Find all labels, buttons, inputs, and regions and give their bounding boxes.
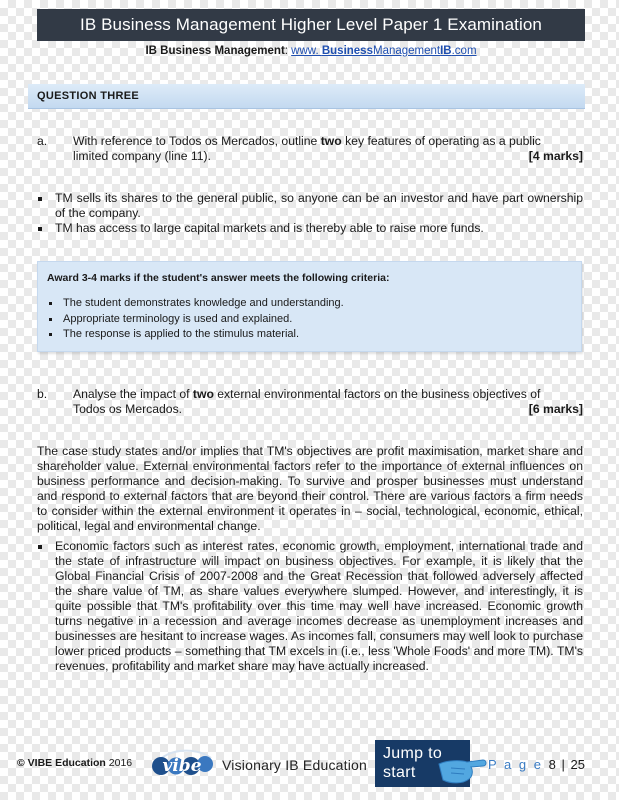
list-item <box>37 191 583 221</box>
marks-label: [4 marks] <box>528 149 583 163</box>
list-item-text: The student demonstrates knowledge and understanding. <box>63 297 344 309</box>
subtitle-label: IB Business Management <box>145 45 285 57</box>
list-item <box>37 221 583 236</box>
list-item <box>47 312 572 328</box>
question-part-b <box>37 387 583 417</box>
answer-b-list <box>37 539 583 674</box>
answer-b-paragraph: The case study states and/or implies that TM's objectives are profit maximisation, market share and shareholder value. External environmental factors refer to the importance of external influences on business performance and decision-making. To survive and prosper businesses must understand and respond to external factors that are beyond their control. There are various factors a firm needs to consider within the external environment it operates in – social, technological, economic, ethical, political, legal and environmental change. <box>37 444 583 533</box>
page-title: IB Business Management Higher Level Paper 1 Examination <box>37 9 585 41</box>
footer-brand: Visionary IB Education <box>222 757 368 773</box>
bullet-icon <box>49 302 52 305</box>
list-item <box>37 539 583 674</box>
part-b-line2: Todos os Mercados. <box>73 402 183 416</box>
bullet-icon <box>38 227 42 231</box>
list-item <box>47 327 572 343</box>
bullet-icon <box>38 545 42 549</box>
website-link[interactable] <box>291 45 476 57</box>
part-letter: a. <box>37 134 48 148</box>
vibe-logo-icon <box>149 744 215 784</box>
text-segment: With reference to Todos os Mercados, outline <box>73 134 321 148</box>
question-heading: QUESTION THREE <box>28 84 585 109</box>
list-item <box>47 296 572 312</box>
page-subtitle <box>37 45 585 57</box>
text-segment: external environmental factors on the business objectives of <box>213 387 541 401</box>
part-a-line2: limited company (line 11). <box>73 149 211 163</box>
page-number: 8 <box>548 757 556 772</box>
answer-a-list <box>37 191 583 236</box>
link-part: IB <box>440 45 452 57</box>
subtitle-separator: : <box>284 45 292 57</box>
text-emphasis: two <box>320 134 342 148</box>
marking-criteria-box <box>37 261 582 352</box>
marks-label: [6 marks] <box>528 402 583 416</box>
list-item-text: Appropriate terminology is used and explained. <box>63 312 293 325</box>
link-part: Management <box>372 45 441 57</box>
pointing-hand-icon <box>437 748 487 788</box>
list-item-text: TM sells its shares to the general public, so anyone can be an investor and have part ownership of the company. <box>55 191 583 220</box>
part-a-text <box>73 134 583 149</box>
copyright-text: © VIBE Education <box>17 757 106 769</box>
logo-text: vibe <box>162 756 202 776</box>
link-part: .com <box>451 45 477 57</box>
part-letter: b. <box>37 387 48 401</box>
page-total: 25 <box>570 757 585 772</box>
jump-label-line1: Jump to <box>383 745 443 762</box>
text-emphasis: two <box>192 387 214 401</box>
bullet-icon <box>38 197 42 201</box>
criteria-title: Award 3-4 marks if the student's answer meets the following criteria: <box>47 272 390 284</box>
criteria-list <box>47 296 572 343</box>
text-segment: key features of operating as a public <box>341 134 541 148</box>
bullet-icon <box>49 318 52 321</box>
part-b-text <box>73 387 583 402</box>
link-part: Business <box>321 45 373 57</box>
bullet-icon <box>49 333 52 336</box>
link-part: www. <box>291 45 322 57</box>
page-indicator <box>488 757 585 772</box>
page-label: P a g e <box>488 757 543 772</box>
jump-label-line2: start <box>383 764 416 781</box>
list-item-text: TM has access to large capital markets and is thereby able to raise more funds. <box>55 221 484 235</box>
text-segment: Analyse the impact of <box>73 387 193 401</box>
page-separator: | <box>561 757 565 772</box>
footer-copyright <box>17 757 132 769</box>
list-item-text: The response is applied to the stimulus material. <box>63 328 300 340</box>
question-part-a <box>37 134 583 164</box>
list-item-text: Economic factors such as interest rates, economic growth, employment, international trade and the state of infrastructure will impact on business objectives. For example, it is likely that the Global Financial Crisis of 2007-2008 and the Great Recession that followed adversely affected the share value of TM, as share values everywhere slumped. However, and interestingly, it is quite possible that TM's profitability over this time may well have increased. Economic growth turns negative in a recession and average incomes decrease as unemployment increases and businesses are hesitant to increase wages. As incomes fall, consumers may well look to purchase lower priced products – something that TM excels in (i.e., less 'Whole Foods' and more TM). TM's revenues, profitability and market share may have actually increased. <box>55 539 583 673</box>
copyright-year: 2016 <box>108 757 133 769</box>
